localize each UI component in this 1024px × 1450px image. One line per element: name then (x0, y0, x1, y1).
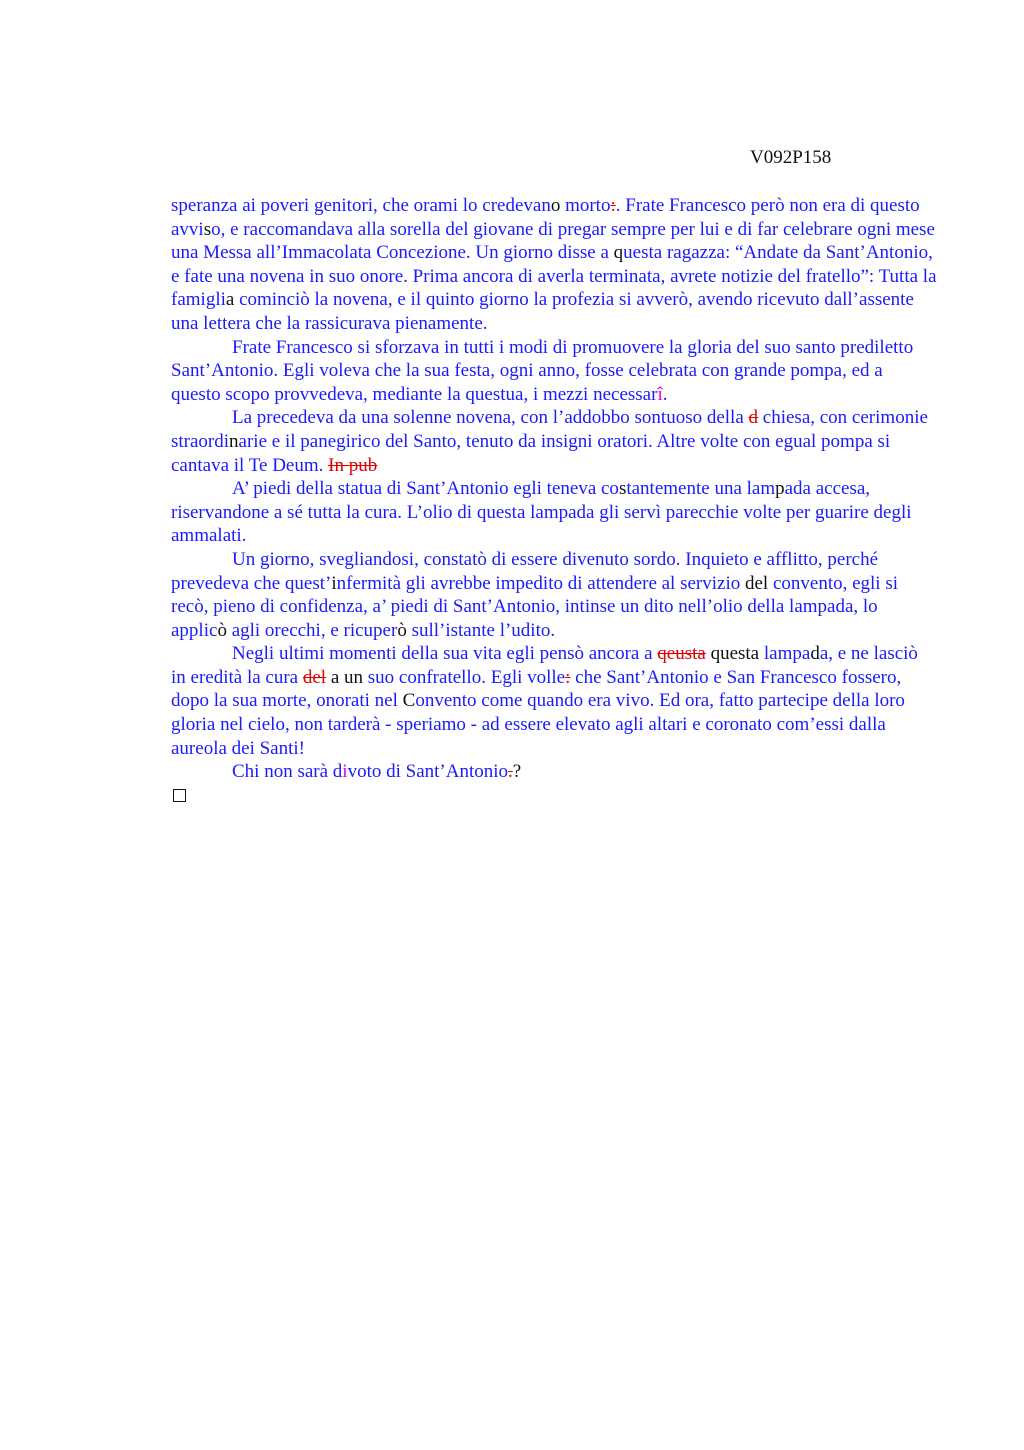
document-body (171, 194, 937, 802)
text-run: morto (560, 195, 611, 216)
deleted-text: del (302, 666, 327, 688)
paragraph (171, 194, 937, 336)
text-run: . Frate Francesco però non era di questo avvi (171, 195, 920, 240)
paragraph (171, 760, 937, 784)
text-run: La precedeva da una solenne novena, con l’addobbo sontuoso della (232, 407, 749, 429)
paragraph (171, 548, 937, 642)
text-run-black: ò (397, 619, 407, 641)
paragraph (171, 406, 937, 477)
text-run: lampa (759, 643, 811, 665)
text-run: uesta ragazza: “Andate da Sant’Antonio, e fate una novena in suo onore. Prima ancora di averla terminata, avrete notizie del fratello”: Tutta la famigli (171, 242, 937, 311)
text-run: Un giorno, svegliandosi, constatò di essere divenuto sordo. Inquieto e afflitto, perché prevedeva che quest’ (171, 548, 879, 594)
text-run-black: d (810, 643, 820, 665)
end-of-text-box-icon (173, 789, 186, 802)
text-run: onvento come quando era vivo. Ed ora, fatto partecipe della loro gloria nel cielo, non tarderà - speriamo - ad essere elevato agli altari e coronato com’essi dalla aureola dei Santi! (171, 690, 905, 759)
text-run: che Sant’Antonio e San Francesco fossero, dopo la sua morte, onorati nel (171, 666, 902, 712)
text-run: convento, egli si recò, pieno di confidenza, a’ piedi di Sant’Antonio, intinse un dito nell’olio della lampada, lo applic (171, 572, 899, 641)
text-run: nfermità gli avrebbe impedito di attendere al servizio (336, 572, 745, 594)
deleted-text: In pub (328, 454, 378, 476)
text-run-black: q (613, 242, 624, 264)
text-run: arie e il panegirico del Santo, tenuto da insigni oratori. Altre volte con egual pompa si cantava il Te Deum. (171, 430, 891, 476)
text-run-black: questa (705, 643, 760, 665)
paragraph (171, 642, 937, 760)
deleted-text: d (748, 407, 759, 429)
text-run: A’ piedi della statua di Sant’Antonio egli teneva co (232, 478, 619, 500)
text-run-black: a (225, 289, 235, 311)
deleted-text: : (610, 195, 616, 216)
text-run-black: C (402, 690, 416, 712)
text-run: o, e raccomandava alla sorella del giovane di pregar sempre per lui e di far celebrare ogni mese una Messa all’Immacolata Concezione. Un giorno disse a (171, 218, 935, 264)
text-run: tantemente una lam (626, 478, 776, 500)
page-id: V092P158 (750, 147, 832, 168)
paragraph (171, 336, 937, 407)
text-run: Chi non sarà d (232, 761, 343, 783)
text-run-black: s (203, 218, 212, 240)
highlight-char: i (342, 761, 348, 783)
highlight-char: î (657, 383, 663, 405)
text-run: Negli ultimi momenti della sua vita egli pensò ancora a (232, 643, 658, 665)
text-run-black: ? (512, 761, 522, 783)
text-run: suo confratello. Egli volle (363, 666, 566, 688)
text-run-black: del (744, 572, 769, 594)
deleted-text: . (508, 761, 513, 783)
text-run-black: ò (217, 619, 227, 641)
text-run-black: i (331, 572, 337, 594)
text-run: cominciò la novena, e il quinto giorno la profezia si avverò, avendo ricevuto dall’assente una lettera che la rassicurava pienamente. (171, 289, 914, 334)
text-run: ada accesa, riservandone a sé tutta la cura. L’olio di questa lampada gli servì parecchie volte per guarire degli ammalati. (171, 478, 912, 547)
paragraph (171, 477, 937, 548)
text-run: sull’istante l’udito. (406, 619, 556, 641)
text-run-black: n (229, 430, 239, 452)
deleted-text: : (565, 666, 571, 688)
text-run-black: a un (326, 666, 364, 688)
text-run-black: s (618, 478, 627, 500)
text-run: agli orecchi, e ricuper (226, 619, 398, 641)
text-run-black: o (550, 195, 561, 216)
text-run: chiesa, con cerimonie straordi (171, 407, 928, 452)
text-run-black: p (775, 478, 785, 500)
text-run: . (662, 383, 668, 405)
text-run: a, e ne lasciò in eredità la cura (171, 643, 918, 688)
text-run: speranza ai poveri genitori, che orami lo credevan (171, 195, 551, 216)
text-run: voto di Sant’Antonio (347, 761, 509, 783)
deleted-text: qeusta (657, 643, 706, 665)
text-run: Frate Francesco si sforzava in tutti i modi di promuovere la gloria del suo santo prediletto Sant’Antonio. Egli voleva che la sua festa, ogni anno, fosse celebrata con grande pompa, ed a questo scopo provvedeva, mediante la questua, i mezzi necessar (171, 336, 914, 405)
